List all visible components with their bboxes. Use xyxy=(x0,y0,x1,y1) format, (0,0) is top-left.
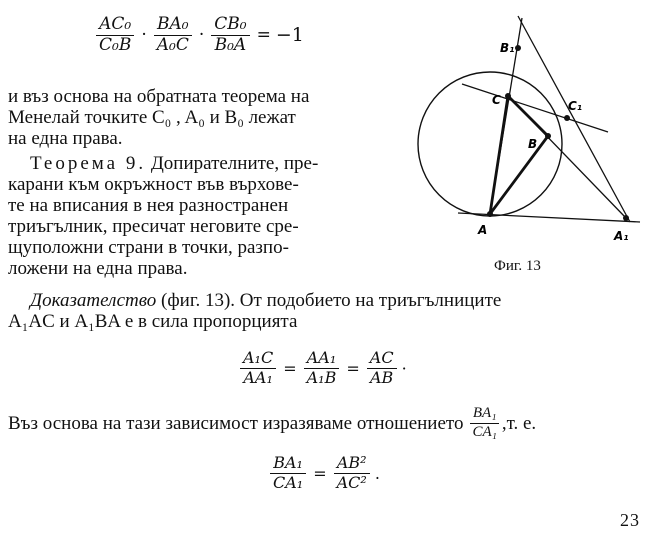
label-a: A xyxy=(478,223,488,237)
equals-sign: = xyxy=(346,358,360,378)
frac-denominator: AA₁ xyxy=(243,367,273,387)
point-b xyxy=(545,133,551,139)
paragraph-ratio xyxy=(8,406,536,441)
point-c xyxy=(505,93,511,99)
formula-end-mark: · xyxy=(401,358,407,378)
frac-denominator: AC² xyxy=(336,472,367,492)
label-b1: B₁ xyxy=(500,41,515,55)
formula-end-mark: . xyxy=(374,463,380,483)
label-a1: A₁ xyxy=(614,229,629,243)
equals-sign: = xyxy=(313,463,327,483)
line-b1-a1 xyxy=(518,16,630,222)
formula-rhs: −1 xyxy=(275,24,304,47)
figure-13-diagram xyxy=(400,8,650,248)
line-a-a1 xyxy=(458,213,640,222)
frac-denominator: A₀C xyxy=(156,34,189,55)
text-tail: ,т. е. xyxy=(501,412,537,434)
formula-menelaus xyxy=(94,16,304,55)
text-line: Менелай точките C₀ , A₀ и B₀ лежат xyxy=(8,107,296,128)
frac-numerator: BA₀ xyxy=(154,16,192,36)
frac-denominator: C₀B xyxy=(99,34,132,55)
frac-numerator: BA₁ xyxy=(470,406,500,424)
dot-operator: · xyxy=(141,25,147,46)
point-a1 xyxy=(623,215,629,221)
theorem-9 xyxy=(8,153,393,279)
label-b: B xyxy=(528,137,538,151)
text-line: Допирателните, пре- xyxy=(150,153,319,174)
frac-numerator: AC xyxy=(367,350,397,369)
formula-final xyxy=(268,455,380,492)
frac-denominator: CA₁ xyxy=(273,472,304,492)
point-c1 xyxy=(564,115,570,121)
equals-sign: = xyxy=(283,358,297,378)
text-line: щуположни страни в точки, разпо- xyxy=(8,237,289,258)
dot-operator: · xyxy=(198,25,205,46)
formula-proportion xyxy=(238,350,407,387)
figure-caption: Фиг. 13 xyxy=(494,258,541,274)
point-b1 xyxy=(515,45,521,51)
theorem-heading: Теорема 9. xyxy=(30,153,147,174)
frac-numerator: A₁C xyxy=(240,350,276,369)
text-line: и въз основа на обратната теорема на xyxy=(8,86,310,107)
proof-paragraph xyxy=(8,290,658,332)
text-line: (фиг. 13). От подобието на триъгълниците xyxy=(161,290,502,311)
frac-denominator: CA₁ xyxy=(472,423,497,440)
text-line: A₁AC и A₁BA е в сила пропорцията xyxy=(8,311,298,332)
frac-numerator: AB² xyxy=(334,455,370,474)
frac-denominator: AB xyxy=(370,367,394,387)
frac-numerator: AC₀ xyxy=(96,16,134,36)
text-line: на една права. xyxy=(8,128,123,149)
frac-numerator: AA₁ xyxy=(304,350,340,369)
label-c1: C₁ xyxy=(568,99,583,113)
text-line: Въз основа на тази зависимост изразяваме отношението xyxy=(8,412,464,434)
point-a xyxy=(487,211,493,217)
paragraph-menelaus xyxy=(8,86,393,149)
frac-denominator: A₁B xyxy=(306,367,337,387)
page-number: 23 xyxy=(620,510,640,530)
equals-sign: = xyxy=(256,25,271,46)
label-c: C xyxy=(492,93,501,107)
proof-heading: Доказателство xyxy=(30,290,157,311)
text-line: триъгълник, пресичат неговите сре- xyxy=(8,216,299,237)
text-line: ложени на една права. xyxy=(8,258,188,279)
frac-numerator: BA₁ xyxy=(270,455,306,474)
text-line: карани към окръжност във върхове- xyxy=(8,174,299,195)
text-line: те на вписания в нея разностранен xyxy=(8,195,289,216)
frac-numerator: CB₀ xyxy=(211,16,249,36)
frac-denominator: B₀A xyxy=(214,34,247,55)
